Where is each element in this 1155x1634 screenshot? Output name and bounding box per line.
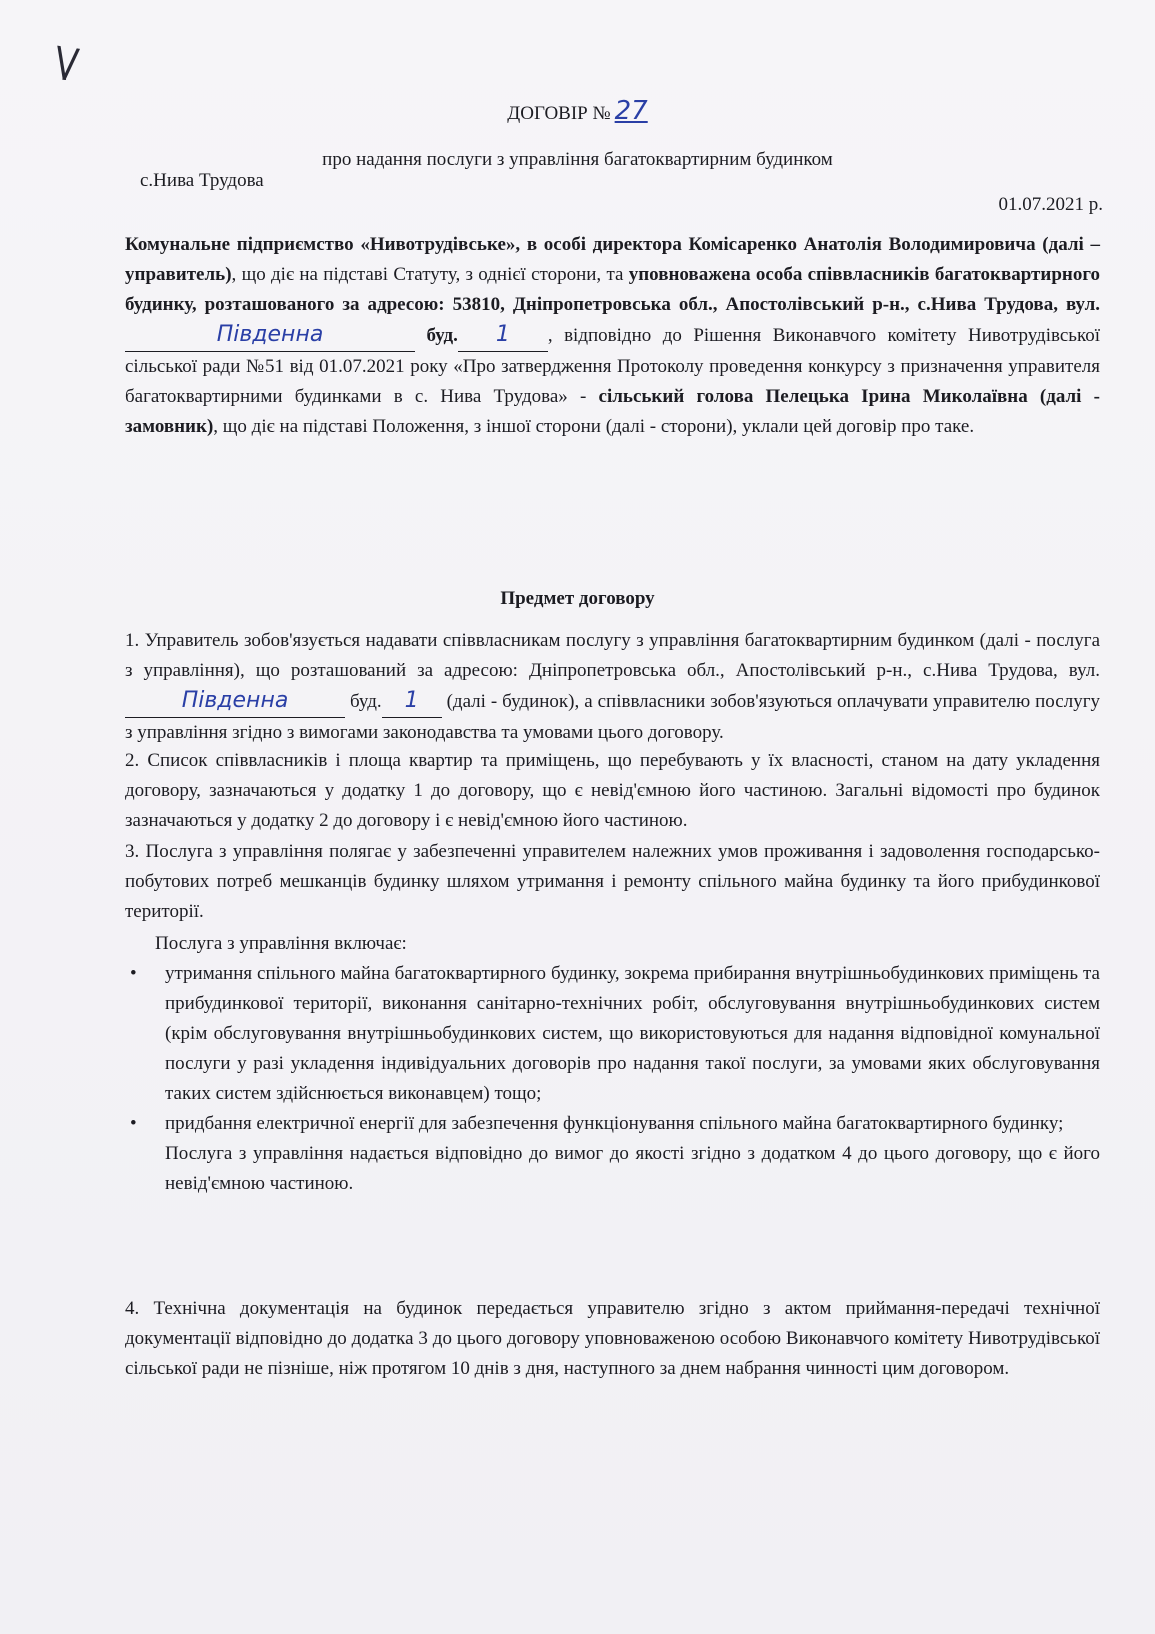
list-item	[125, 1109, 1100, 1139]
bullet-icon: •	[130, 963, 137, 984]
preamble	[125, 230, 1100, 442]
bullet-icon: •	[130, 1113, 137, 1134]
clause-1-bud-label: буд.	[345, 691, 382, 712]
contract-date: 01.07.2021 р.	[998, 194, 1103, 215]
clause-4: 4. Технічна документація на будинок передається управителю згідно з актом приймання-передачі технічної документації відповідно до додатка 3 до цього договору уповноваженою особою Виконавчого комітету Нивотрудівської сільської ради не пізніше, ніж протягом 10 днів з дня, наступного за днем набрання чинності цим договором.	[125, 1298, 1100, 1379]
section-title: Предмет договору	[500, 588, 655, 609]
preamble-party-2: уповноважена особа співвласників багатоквартирного будинку, розташованого за адресою: 53810, Дніпропетровська обл., Апостолівський р-н., с.Нива Трудова, вул.	[125, 264, 1101, 315]
contract-number: 27	[614, 96, 648, 126]
clause-1	[125, 626, 1100, 748]
bullet-1-text: утримання спільного майна багатоквартирного будинку, зокрема прибирання внутрішньобудинкових приміщень та прибудинкової території, виконання санітарно-технічних робіт, обслуговування внутрішньобудинкових систем (крім обслуговування внутрішньобудинкових систем, що використовуються для надання відповідної комунальної послуги у разі укладення індивідуальних договорів про надання такої послуги, за умовами яких обслуговування таких систем здійснюється виконавцем) тощо;	[165, 963, 1100, 1104]
handwritten-street-2: Південна	[181, 688, 289, 713]
handwritten-house-2: 1	[404, 688, 419, 713]
clause-3-quality: Послуга з управління надається відповідно до вимог до якості згідно з додатком 4 до цього договору, що є його невід'ємною частиною.	[165, 1143, 1100, 1194]
handwritten-street: Південна	[216, 322, 324, 347]
contract-title	[0, 96, 1155, 126]
preamble-text-3: , що діє на підставі Положення, з іншої сторони (далі - сторони), уклали цей договір про таке.	[213, 416, 975, 437]
preamble-party-3: сільський голова Пелецька Ірина Миколаївна (далі - замовник)	[125, 386, 1100, 437]
contract-place: с.Нива Трудова	[140, 170, 264, 191]
preamble-text-2: , відповідно до Рішення Виконавчого комітету Нивотрудівської сільської ради №51 від 01.07.2021 року «Про затвердження Протоколу проведення конкурсу з призначення управителя багатоквартирними будинками в с. Нива Трудова» -	[125, 325, 1100, 407]
preamble-bud-label: буд.	[415, 325, 458, 346]
clause-3: 3. Послуга з управління полягає у забезпеченні управителем належних умов проживання і задоволення господарсько-побутових потреб мешканців будинку шляхом утримання і ремонту спільного майна будинку та його прибудинкової території.	[125, 841, 1100, 922]
bullet-2-text: придбання електричної енергії для забезпечення функціонування спільного майна багатоквартирного будинку;	[165, 1113, 1064, 1134]
clause-3-includes: Послуга з управління включає:	[155, 933, 407, 954]
preamble-party-1: Комунальне підприємство «Нивотрудівське», в особі директора Комісаренко Анатолія Володимировича (далі – управитель)	[125, 234, 1100, 285]
contract-subtitle: про надання послуги з управління багатоквартирним будинком	[322, 149, 833, 170]
preamble-text-1: , що діє на підставі Статуту, з однієї сторони, та	[231, 264, 629, 285]
clause-2: 2. Список співвласників і площа квартир та приміщень, що перебувають у їх власності, станом на дату укладення договору, зазначаються у додатку 1 до договору, що є невід'ємною його частиною. Загальні відомості про будинок зазначаються у додатку 2 до договору і є невід'ємною його частиною.	[125, 750, 1100, 831]
clause-1-text-a: 1. Управитель зобов'язується надавати співвласникам послугу з управління багатоквартирним будинком (далі - послуга з управління), що розташований за адресою: Дніпропетровська обл., Апостолівський р-н., с.Нива Трудова, вул.	[125, 630, 1100, 681]
handwritten-corner-mark: \/	[51, 38, 78, 88]
title-prefix: ДОГОВІР №	[507, 103, 611, 124]
clause-1-text-b: (далі - будинок), а співвласники зобов'язуються оплачувати управителю послугу з управління згідно з вимогами законодавства та умовами цього договору.	[125, 691, 1100, 743]
services-list	[125, 959, 1100, 1199]
handwritten-house: 1	[495, 322, 510, 347]
list-item	[125, 959, 1100, 1109]
